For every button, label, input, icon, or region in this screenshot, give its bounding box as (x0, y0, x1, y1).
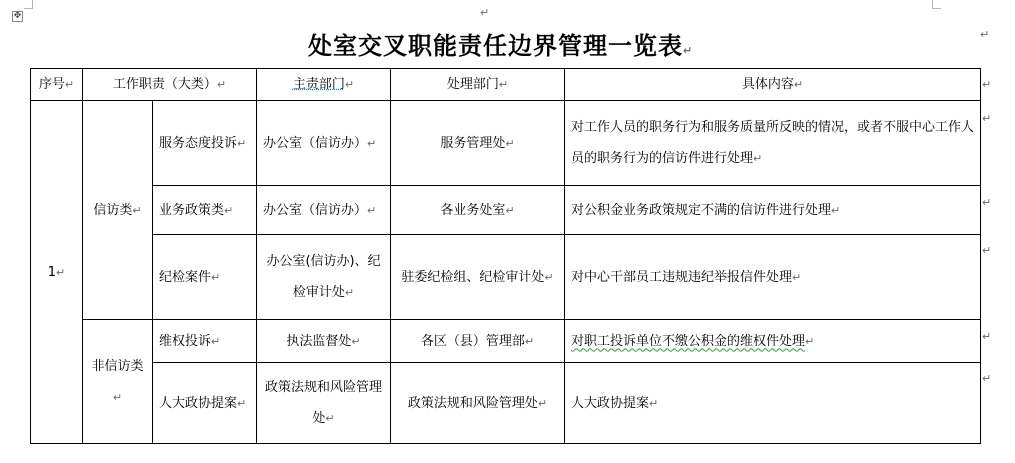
document-title-text: 处室交叉职能责任边界管理一览表 (308, 31, 683, 60)
main-dept-cell (257, 363, 391, 444)
content-text: 对公积金业务政策规定不满的信访件进行处理 (571, 202, 832, 218)
main-dept-cell (257, 235, 391, 320)
content-cell (565, 363, 981, 444)
row-end-mark: ↵ (982, 372, 992, 385)
table-row (31, 320, 981, 363)
subcategory-cell (153, 235, 257, 320)
paragraph-mark: ↵ (649, 396, 659, 410)
subcategory-cell (153, 363, 257, 444)
paragraph-mark: ↵ (480, 6, 490, 19)
row-number: 1 (47, 264, 57, 280)
header-main-dept-text: 主责部门 (292, 77, 345, 92)
category-label: 信访类 (93, 202, 133, 218)
row-end-mark: ↵ (982, 196, 992, 209)
paragraph-mark: ↵ (792, 270, 802, 284)
main-dept-text: 办公室(信访办)、纪检审计处 (266, 254, 381, 300)
subcategory-text: 人大政协提案 (159, 395, 238, 411)
paragraph-mark: ↵ (344, 78, 355, 91)
paragraph-mark: ↵ (237, 136, 247, 150)
paragraph-mark: ↵ (831, 203, 841, 217)
main-dept-text: 办公室（信访办） (263, 135, 368, 151)
content-text: 对工作人员的职务行为和服务质量所反映的情况，或者不服中心工作人员的职务行为的信访件进行处理 (571, 120, 975, 166)
responsibility-table (30, 68, 981, 444)
page-corner-mark-left (24, 0, 33, 9)
paragraph-mark: ↵ (211, 270, 221, 284)
paragraph-mark: ↵ (505, 136, 515, 150)
paragraph-mark: ↵ (524, 334, 535, 348)
paragraph-mark: ↵ (351, 334, 361, 348)
table-row (31, 363, 981, 444)
handle-dept-text: 各区（县）管理部 (420, 333, 525, 349)
row-end-mark: ↵ (982, 244, 992, 257)
paragraph-mark: ↵ (793, 78, 804, 91)
paragraph-mark: ↵ (537, 396, 548, 410)
page-corner-mark-right (932, 0, 941, 9)
header-handle-dept-text: 处理部门 (446, 77, 499, 92)
content-text: 人大政协提案 (571, 395, 650, 411)
paragraph-mark: ↵ (980, 28, 990, 41)
header-cell-content (565, 69, 981, 101)
category-label: 非信访类 (91, 358, 144, 374)
main-dept-text: 办公室（信访办） (263, 202, 368, 218)
main-dept-text: 政策法规和风险管理处 (265, 380, 383, 426)
main-dept-cell (257, 186, 391, 235)
paragraph-mark: ↵ (112, 390, 123, 404)
content-cell (565, 320, 981, 363)
paragraph-mark: ↵ (498, 78, 509, 91)
paragraph-mark: ↵ (753, 152, 763, 165)
table-header-row (31, 69, 981, 101)
content-text: 对中心干部员工违规违纪举报信件处理 (571, 269, 793, 285)
table-row (31, 186, 981, 235)
header-cell-category (83, 69, 257, 101)
paragraph-mark: ↵ (344, 286, 355, 299)
row-end-mark: ↵ (982, 78, 992, 91)
table-row (31, 235, 981, 320)
subcategory-text: 业务政策类 (159, 202, 225, 218)
document-title (308, 26, 693, 61)
subcategory-cell (153, 101, 257, 186)
paragraph-mark: ↵ (683, 44, 694, 57)
category-cell-non-petition (83, 320, 153, 444)
paragraph-mark: ↵ (132, 203, 142, 217)
category-cell-petition (83, 101, 153, 320)
content-text: 对职工投诉单位不缴公积金的维权件处理 (571, 333, 806, 349)
paragraph-mark: ↵ (64, 78, 75, 91)
header-no-text: 序号 (38, 77, 65, 92)
main-dept-cell (257, 320, 391, 363)
main-dept-cell (257, 101, 391, 186)
handle-dept-text: 各业务处室 (440, 202, 506, 218)
handle-dept-text: 驻委纪检组、纪检审计处 (401, 269, 545, 285)
paragraph-mark: ↵ (367, 203, 377, 217)
handle-dept-cell (391, 186, 565, 235)
subcategory-cell (153, 186, 257, 235)
row-end-mark: ↵ (982, 330, 992, 343)
header-content-text: 具体内容 (741, 77, 794, 92)
paragraph-mark: ↵ (805, 334, 815, 348)
content-cell (565, 186, 981, 235)
paragraph-mark: ↵ (505, 203, 515, 217)
paragraph-mark: ↵ (237, 396, 247, 410)
content-cell (565, 101, 981, 186)
header-category-text: 工作职责（大类） (112, 77, 217, 92)
subcategory-cell (153, 320, 257, 363)
paragraph-mark: ↵ (325, 412, 335, 425)
main-dept-text: 执法监督处 (286, 333, 352, 349)
handle-dept-cell (391, 101, 565, 186)
header-cell-main-dept (257, 69, 391, 101)
subcategory-text: 服务态度投诉 (159, 135, 238, 151)
content-cell (565, 235, 981, 320)
subcategory-text: 维权投诉 (159, 333, 212, 349)
subcategory-text: 纪检案件 (159, 269, 212, 285)
row-number-cell (31, 101, 83, 444)
paragraph-mark: ↵ (56, 265, 66, 279)
handle-dept-text: 政策法规和风险管理处 (407, 395, 538, 411)
paragraph-mark: ↵ (216, 78, 227, 91)
paragraph-mark: ↵ (544, 270, 554, 284)
header-cell-no (31, 69, 83, 101)
handle-dept-cell (391, 235, 565, 320)
row-end-mark: ↵ (982, 112, 992, 125)
header-cell-handle-dept (391, 69, 565, 101)
handle-dept-cell (391, 363, 565, 444)
paragraph-mark: ↵ (224, 203, 234, 217)
table-row (31, 101, 981, 186)
paragraph-mark: ↵ (367, 136, 377, 150)
move-anchor-icon[interactable]: ✥ (13, 11, 22, 21)
paragraph-mark: ↵ (211, 334, 221, 348)
handle-dept-cell (391, 320, 565, 363)
handle-dept-text: 服务管理处 (440, 135, 506, 151)
